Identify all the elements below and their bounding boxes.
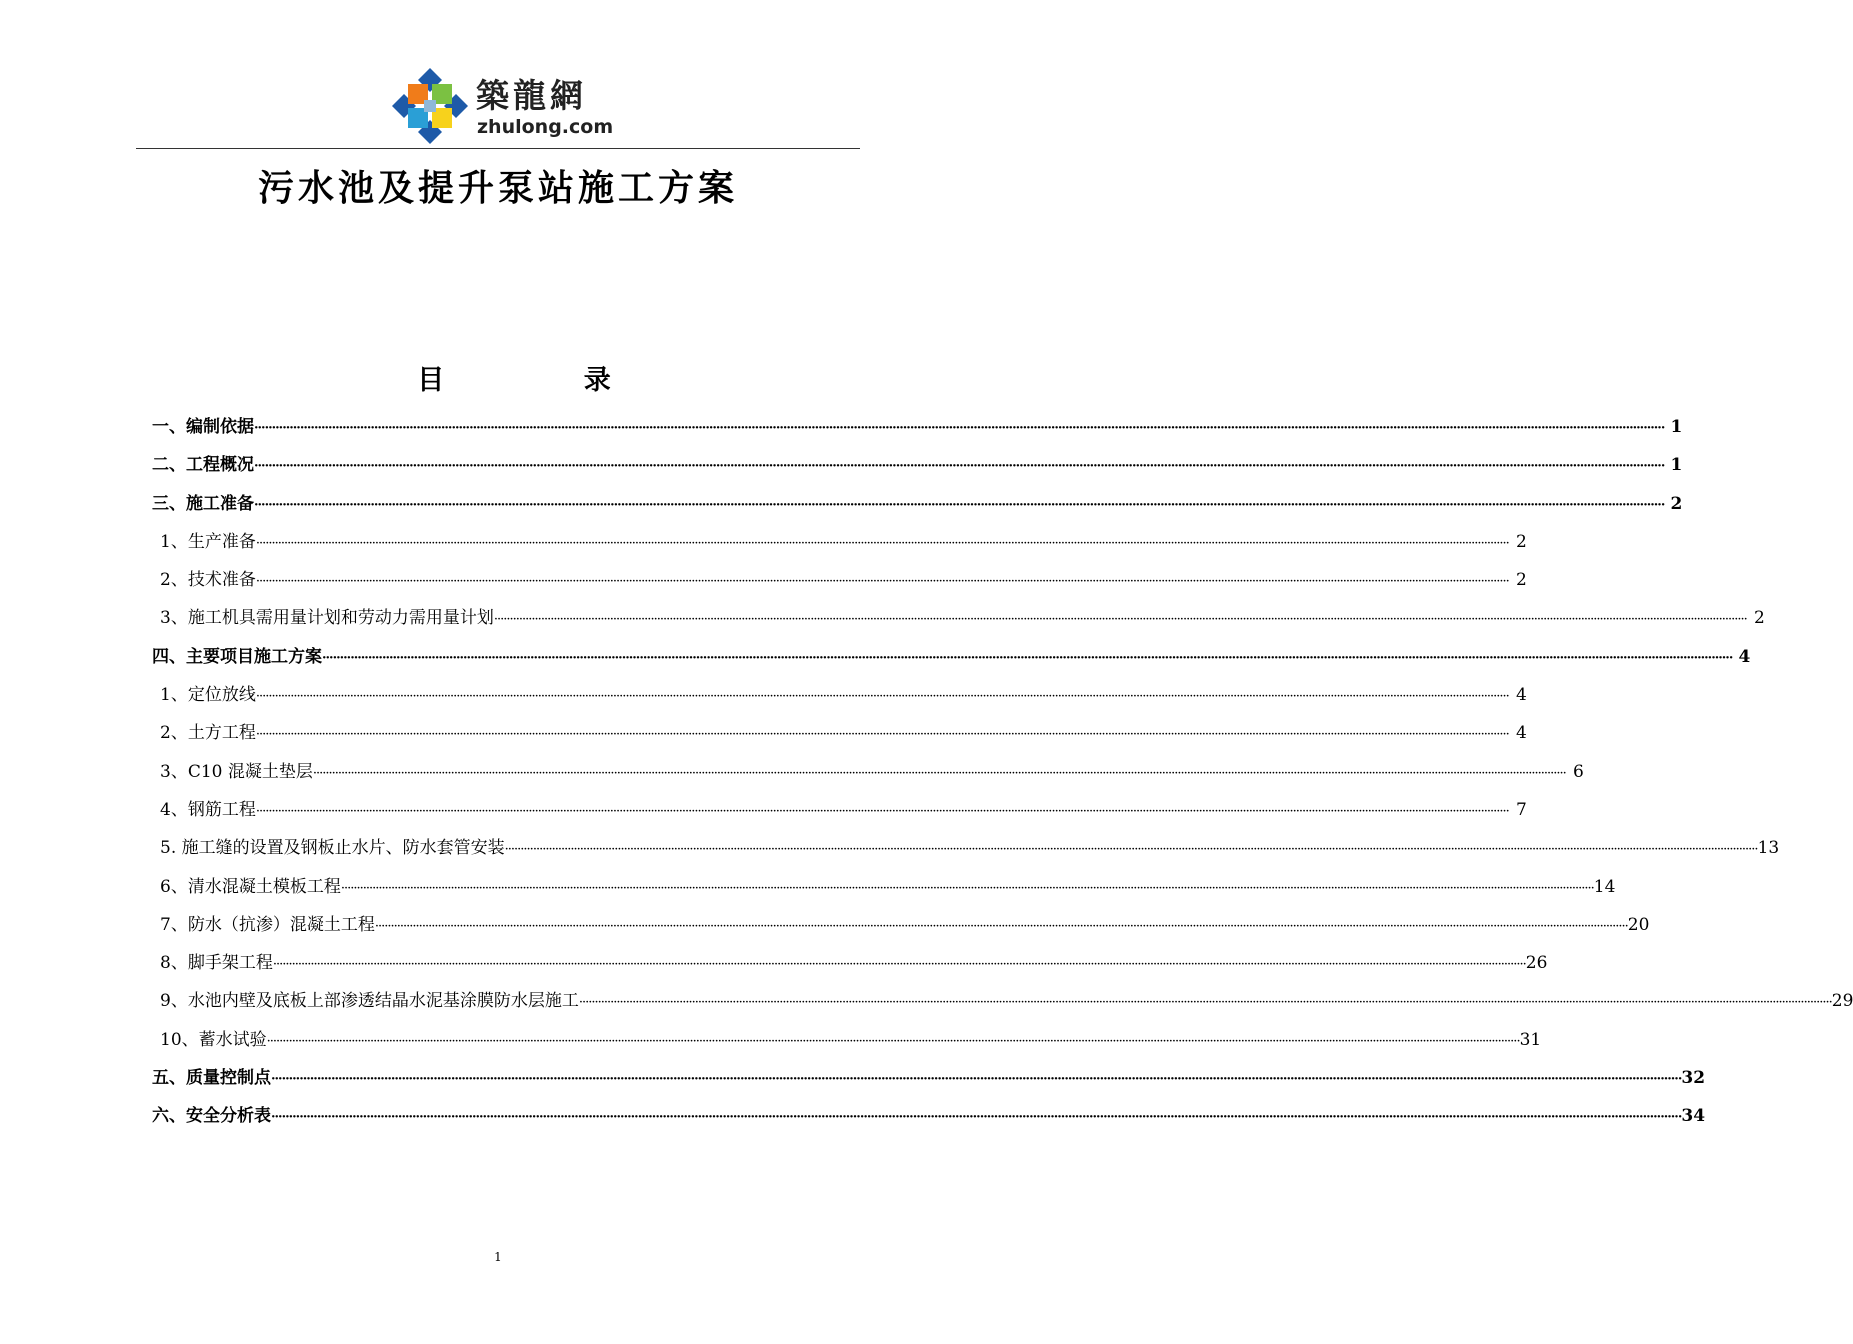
zhulong-logo-mark-icon [390, 66, 470, 146]
logo-name-en: zhulong.com [477, 116, 614, 138]
toc-leader-dots: ················································································································································································································································································································································································································ [271, 1110, 1682, 1126]
toc-entry-label: 三、施工准备 [152, 493, 254, 514]
toc-leader-dots: ················································································································································································································································································································································································································ [504, 842, 1758, 858]
toc-entry-label: 四、主要项目施工方案 [152, 646, 322, 667]
toc-leader-dots: ················································································································································································································································································································································································································ [272, 957, 1526, 973]
logo-name-cn: 築龍網 [476, 76, 587, 115]
toc-entry-page: 13 [1757, 838, 1780, 859]
toc-entry-label: 3、C10 混凝土垫层 [160, 761, 313, 782]
toc-leader-dots: ················································································································································································································································································································································································································ [255, 689, 1509, 705]
toc-entry-page: 1 [1670, 417, 1683, 437]
toc-entry-label: 10、蓄水试验 [160, 1029, 267, 1050]
toc-entry[interactable] [152, 1059, 1706, 1097]
toc-entry[interactable] [152, 868, 1616, 906]
toc-entry-page: 14 [1593, 876, 1616, 897]
toc-entry-label: 2、技术准备 [160, 570, 256, 591]
toc-leader-dots: ················································································································································································································································································································································································································ [255, 574, 1509, 590]
toc-entry-page: 7 [1515, 799, 1527, 820]
toc-leader-dots: ················································································································································································································································································································································································································ [374, 918, 1628, 934]
toc-leader-dots: ················································································································································································································································································································································································································ [255, 727, 1509, 743]
footer-page-number: 1 [494, 1250, 502, 1264]
toc-entry[interactable] [152, 408, 1683, 446]
toc-entry-label: 5. 施工缝的设置及钢板止水片、防水套管安装 [160, 838, 505, 859]
toc-entry-label: 六、安全分析表 [152, 1106, 271, 1127]
toc-entry-page: 20 [1627, 914, 1650, 935]
toc-entry-label: 9、水池内壁及底板上部渗透结晶水泥基涂膜防水层施工 [160, 991, 579, 1012]
toc-entry[interactable] [152, 753, 1584, 791]
toc-entry-label: 五、质量控制点 [152, 1068, 271, 1089]
toc-entry-page: 31 [1519, 1029, 1542, 1050]
toc-entry-page: 2 [1670, 493, 1683, 514]
toc-leader-dots: ················································································································································································································································································································································································································ [254, 421, 1665, 436]
toc-entry[interactable] [152, 446, 1683, 484]
toc-entry-label: 1、定位放线 [160, 685, 256, 706]
toc-entry[interactable] [152, 982, 1853, 1020]
toc-entry[interactable] [152, 1097, 1706, 1135]
toc-entry-label: 2、土方工程 [160, 723, 256, 744]
toc-leader-dots: ················································································································································································································································································································································································································ [322, 650, 1733, 666]
toc-entry-label: 一、编制依据 [152, 417, 254, 437]
toc-entry[interactable] [152, 561, 1527, 599]
toc-entry[interactable] [152, 599, 1765, 637]
toc-entry[interactable] [152, 906, 1650, 944]
toc-entry[interactable] [152, 829, 1780, 867]
toc-entry-page: 2 [1515, 570, 1527, 591]
toc-leader-dots: ················································································································································································································································································································································································································ [493, 612, 1747, 628]
toc-entry[interactable] [152, 1021, 1542, 1059]
table-of-contents [152, 408, 1853, 1136]
toc-entry-page: 4 [1515, 685, 1527, 706]
toc-leader-dots: ················································································································································································································································································································································································································ [255, 803, 1509, 819]
toc-entry[interactable] [152, 523, 1527, 561]
header-divider [136, 148, 860, 149]
toc-heading: 目 录 [417, 365, 611, 396]
toc-entry-page: 6 [1572, 761, 1584, 782]
toc-leader-dots: ················································································································································································································································································································································································································ [254, 459, 1665, 475]
toc-entry[interactable] [152, 485, 1683, 523]
toc-entry-page: 29 [1831, 991, 1853, 1012]
toc-entry-label: 1、生产准备 [160, 531, 256, 552]
toc-entry-label: 4、钢筋工程 [160, 799, 256, 820]
document-title: 污水池及提升泵站施工方案 [257, 167, 738, 209]
toc-entry[interactable] [152, 714, 1527, 752]
toc-entry[interactable] [152, 676, 1527, 714]
toc-entry-page: 4 [1515, 723, 1527, 744]
toc-leader-dots: ················································································································································································································································································································································································································ [312, 765, 1566, 781]
toc-entry-page: 4 [1738, 646, 1751, 667]
toc-leader-dots: ················································································································································································································································································································································································································ [271, 1072, 1682, 1088]
toc-entry[interactable] [152, 791, 1527, 829]
toc-entry-label: 8、脚手架工程 [160, 953, 273, 974]
toc-entry-page: 1 [1670, 455, 1683, 476]
toc-entry-label: 7、防水（抗渗）混凝土工程 [160, 914, 375, 935]
toc-leader-dots: ················································································································································································································································································································································································································ [255, 535, 1509, 551]
toc-entry-label: 3、施工机具需用量计划和劳动力需用量计划 [160, 608, 494, 629]
toc-leader-dots: ················································································································································································································································································································································································································ [266, 1033, 1520, 1049]
zhulong-logo [390, 66, 614, 146]
toc-leader-dots: ················································································································································································································································································································································································································ [578, 995, 1832, 1011]
toc-entry-label: 二、工程概况 [152, 455, 254, 476]
toc-entry-page: 26 [1525, 953, 1548, 974]
toc-entry-page: 32 [1681, 1068, 1706, 1089]
toc-leader-dots: ················································································································································································································································································································································································································ [254, 497, 1665, 513]
toc-leader-dots: ················································································································································································································································································································································································································ [340, 880, 1594, 896]
toc-entry[interactable] [152, 638, 1751, 676]
toc-entry[interactable] [152, 944, 1548, 982]
toc-entry-page: 2 [1753, 608, 1765, 629]
toc-entry-page: 34 [1681, 1106, 1706, 1127]
toc-entry-label: 6、清水混凝土模板工程 [160, 876, 341, 897]
toc-entry-page: 2 [1515, 531, 1527, 552]
